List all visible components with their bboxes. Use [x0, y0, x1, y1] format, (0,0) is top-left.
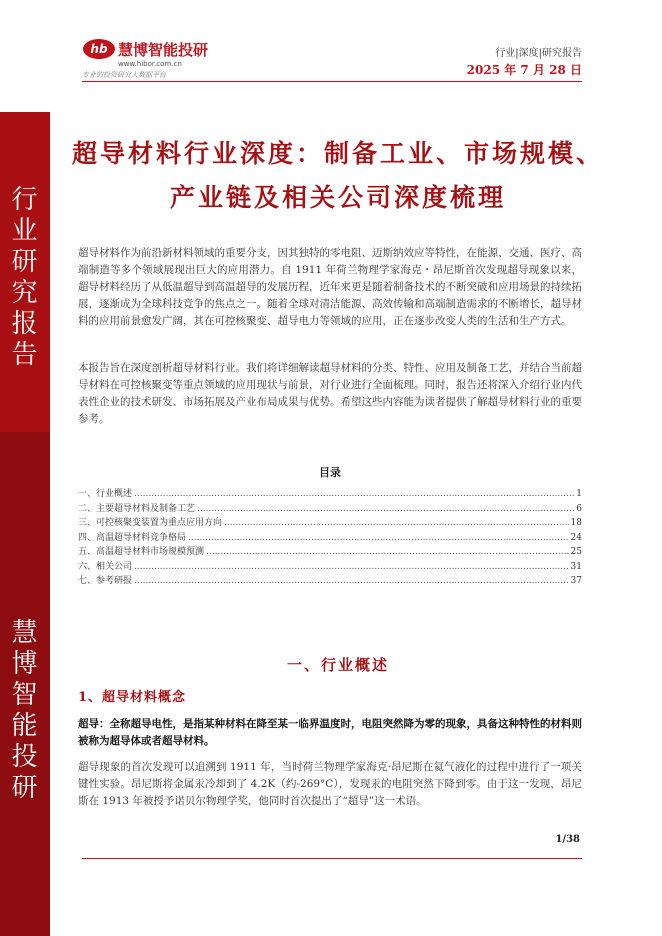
section-heading: 一、行业概述 — [286, 656, 389, 674]
toc-item[interactable]: 六、相关公司 ..... 31 — [78, 560, 582, 575]
sidebar-brand: 慧 博 智 能 投 研 — [11, 618, 39, 803]
logo-name: 慧博智能投研 — [118, 41, 209, 59]
toc-title: 目录 — [319, 466, 341, 479]
report-category: 行业|深度|研究报告 — [495, 48, 582, 59]
report-title — [60, 132, 616, 220]
svg-text:hb: hb — [90, 42, 108, 56]
intro-paragraph-2: 本报告旨在深度剖析超导材料行业。我们将详细解读超导材料的分类、特性、应用及制备工艺，并结合当前超导材料在可控核聚变等重点领域的应用现状与前景，对行业进行全面梳理。同时，报告还将深入介绍行业内代表性企业的技术研发、市场拓展及产业布局成果与优势。希望这些内容能为读者提供了解超导材料行业的重要参考。 — [78, 362, 582, 425]
brand-logo — [82, 38, 262, 80]
page-number: 1/38 — [555, 834, 580, 845]
left-sidebar — [0, 0, 50, 936]
report-header-info — [467, 44, 582, 78]
footer-divider — [82, 858, 582, 859]
body-paragraph: 超导现象的首次发现可以追溯到 1911 年，当时荷兰物理学家海克·昂尼斯在氦气液化的过程中进行了一项关键性实验。昂尼斯将金属汞冷却到了 4.2K（约-269°C），发现汞的电阻突然下降到零。由于这一发现，昂尼斯在 1913 年被授予诺贝尔物理学奖，他同时首次提出了“超导”这一术语。 — [78, 761, 582, 807]
toc-item[interactable]: 四、高温超导材料竞争格局 ..... 24 — [78, 531, 582, 546]
report-date: 2025 年 7 月 28 日 — [466, 63, 582, 77]
sidebar-report-type: 行 业 研 究 报 告 — [11, 185, 39, 370]
toc-item[interactable]: 五、高温超导材料市场规模预测 ..... 25 — [78, 545, 582, 560]
toc-item[interactable]: 二、主要超导材料及制备工艺 ..... 6 — [78, 502, 582, 517]
hibor-logo-icon — [82, 38, 116, 60]
subsection-heading: 1、超导材料概念 — [78, 690, 187, 705]
toc-item[interactable]: 一、行业概述 ..... 1 — [78, 487, 582, 502]
header-divider — [82, 81, 582, 82]
toc-item[interactable]: 七、参考研报 ..... 37 — [78, 574, 582, 589]
title-line-2: 产业链及相关公司深度梳理 — [169, 183, 506, 212]
logo-url: www.hibor.com.cn — [118, 60, 182, 68]
intro-paragraph-1: 超导材料作为前沿新材料领域的重要分支，因其独特的零电阻、迈斯纳效应等特性，在能源、交通、医疗、高端制造等多个领域展现出巨大的应用潜力。自 1911 年荷兰物理学家海克・昂尼斯首次发现超导现象以来，超导材料经历了从低温超导到高温超导的发展历程，近年来更是随着制备技术的不断突破和应用场景的持续拓展，逐渐成为全球科技竞争的焦点之一。随着全球对清洁能源、高效传输和高端制造需求的不断增长，超导材料的应用前景愈发广阔，其在可控核聚变、超导电力等领域的应用，正在逐步改变人类的生活和生产方式。 — [78, 247, 582, 327]
title-line-1: 超导材料行业深度：制备工业、市场规模、 — [71, 139, 604, 168]
logo-slogan: 专业的投资研究大数据平台 — [82, 71, 166, 79]
definition-paragraph: 超导：全称超导电性，是指某种材料在降至某一临界温度时，电阻突然降为零的现象，具备这种特性的材料则被称为超导体或者超导材料。 — [78, 718, 582, 747]
table-of-contents — [78, 487, 582, 589]
toc-item[interactable]: 三、可控核聚变装置为重点应用方向 ..... 18 — [78, 516, 582, 531]
